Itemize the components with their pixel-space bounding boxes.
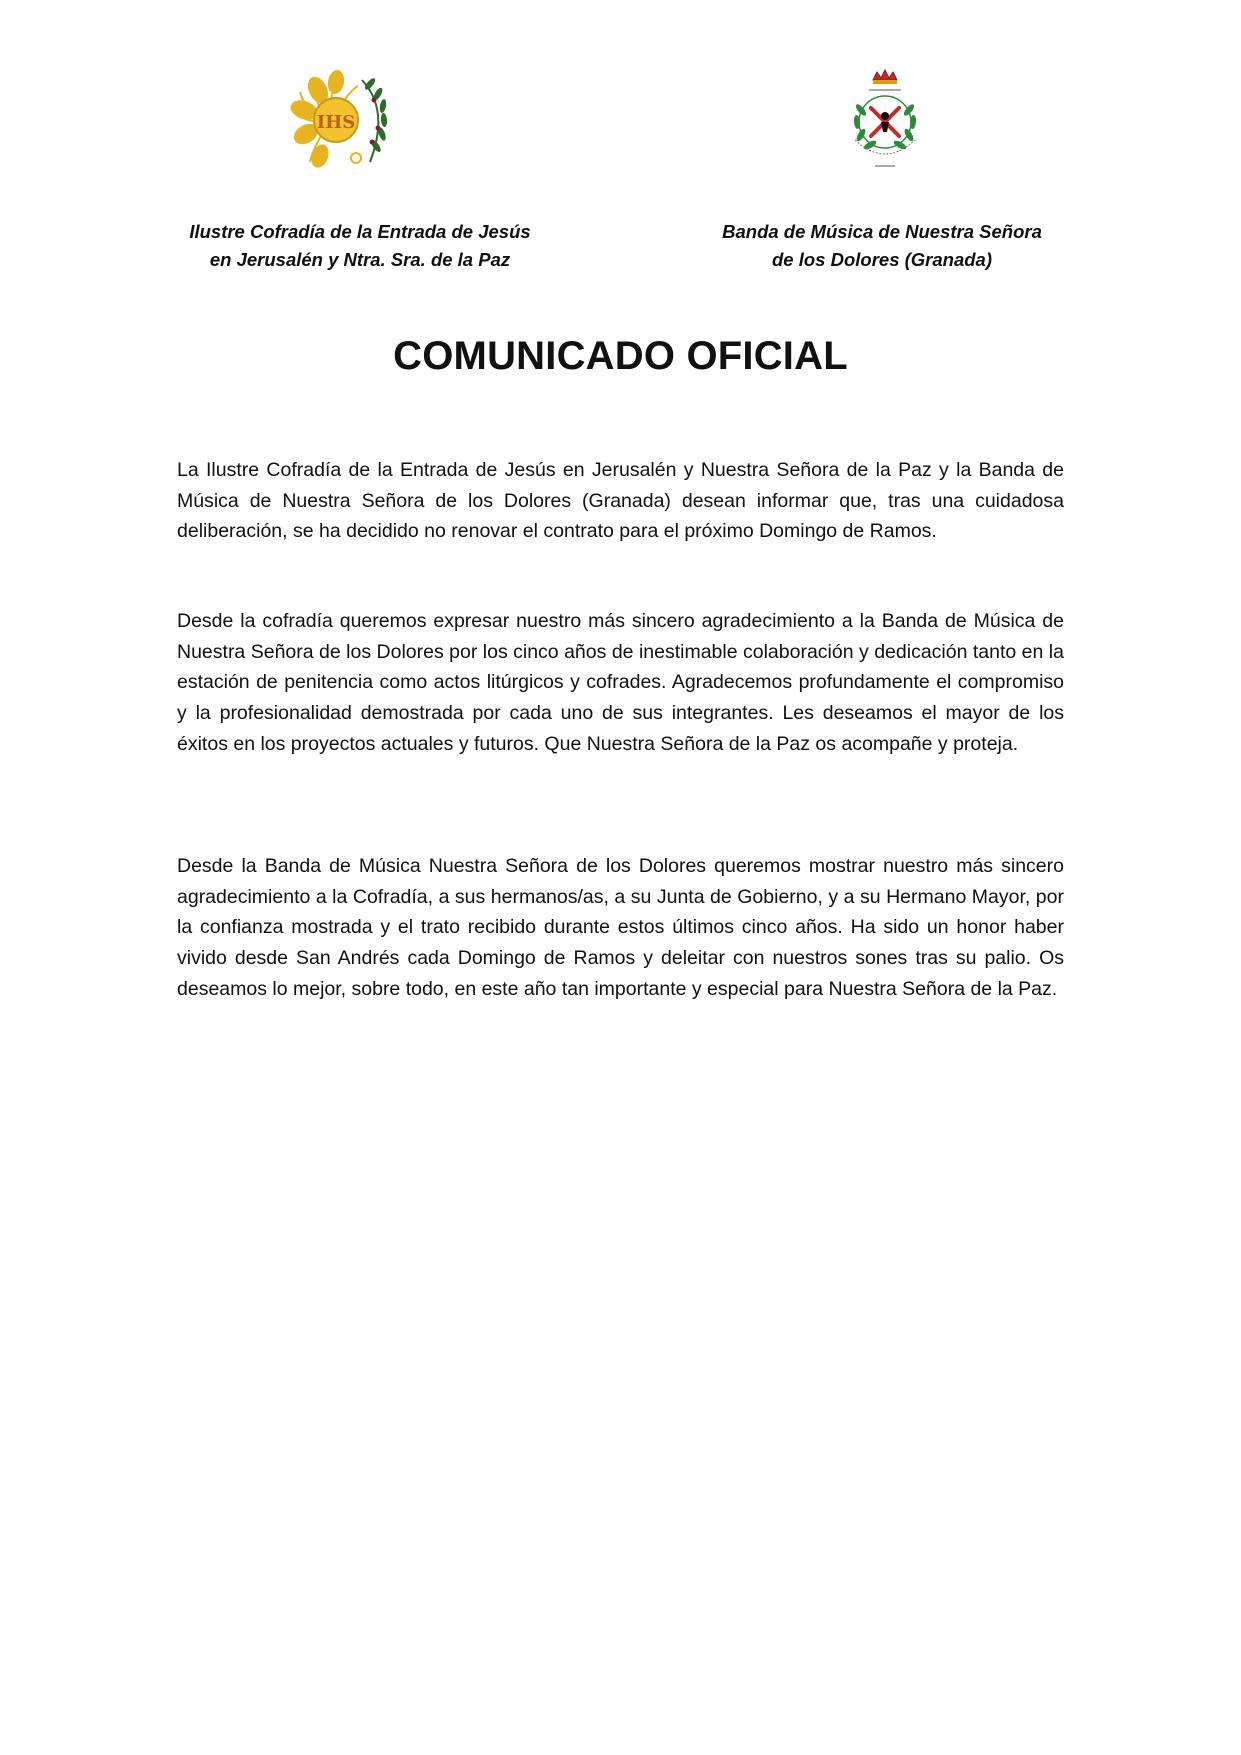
right-org-line-1: Banda de Música de Nuestra Señora xyxy=(722,221,1042,242)
right-org-line-2: de los Dolores (Granada) xyxy=(772,249,992,270)
ihs-monogram: IHS xyxy=(316,112,356,133)
left-org-line-1: Ilustre Cofradía de la Entrada de Jesús xyxy=(189,221,531,242)
left-org-line-2: en Jerusalén y Ntra. Sra. de la Paz xyxy=(209,249,511,270)
crown-icon xyxy=(873,70,897,84)
left-organization-name xyxy=(150,218,570,274)
paragraph-3: Desde la Banda de Música Nuestra Señora de los Dolores queremos mostrar nuestro más sincero agradecimiento a la Cofradía, a sus hermanos/as, a su Junta de Gobierno, y a su Hermano Mayor, por la confianza mostrada y el trato recibido durante estos últimos cinco años. Ha sido un honor haber vivido desde San Andrés cada Domingo de Ramos y deleitar con nuestros sones tras su palio. Os deseamos lo mejor, sobre todo, en este año tan importante y especial para Nuestra Señora de la Paz. xyxy=(177,855,1064,1000)
paragraph-2: Desde la cofradía queremos expresar nuestro más sincero agradecimiento a la Banda de Música de Nuestra Señora de los Dolores por los cinco años de inestimable colaboración y dedicación tanto en la estación de penitencia como actos litúrgicos y cofrades. Agradecemos profundamente el compromiso y la profesionalidad demostrada por cada uno de sus integrantes. Les deseamos el mayor de los éxitos en los proyectos actuales y futuros. Que Nuestra Señora de la Paz os acompañe y proteja. xyxy=(177,610,1064,755)
paragraph-1: La Ilustre Cofradía de la Entrada de Jesús en Jerusalén y Nuestra Señora de la Paz y la Banda de Música de Nuestra Señora de los Dolores (Granada) desean informar que, tras una cuidadosa deliberación, se ha decidido no renovar el contrato para el próximo Domingo de Ramos. xyxy=(177,459,1064,543)
right-organization-name xyxy=(672,218,1092,274)
page-title: COMUNICADO OFICIAL xyxy=(393,334,848,378)
ihs-emblem-icon xyxy=(290,70,400,170)
band-crest-icon xyxy=(835,68,935,173)
